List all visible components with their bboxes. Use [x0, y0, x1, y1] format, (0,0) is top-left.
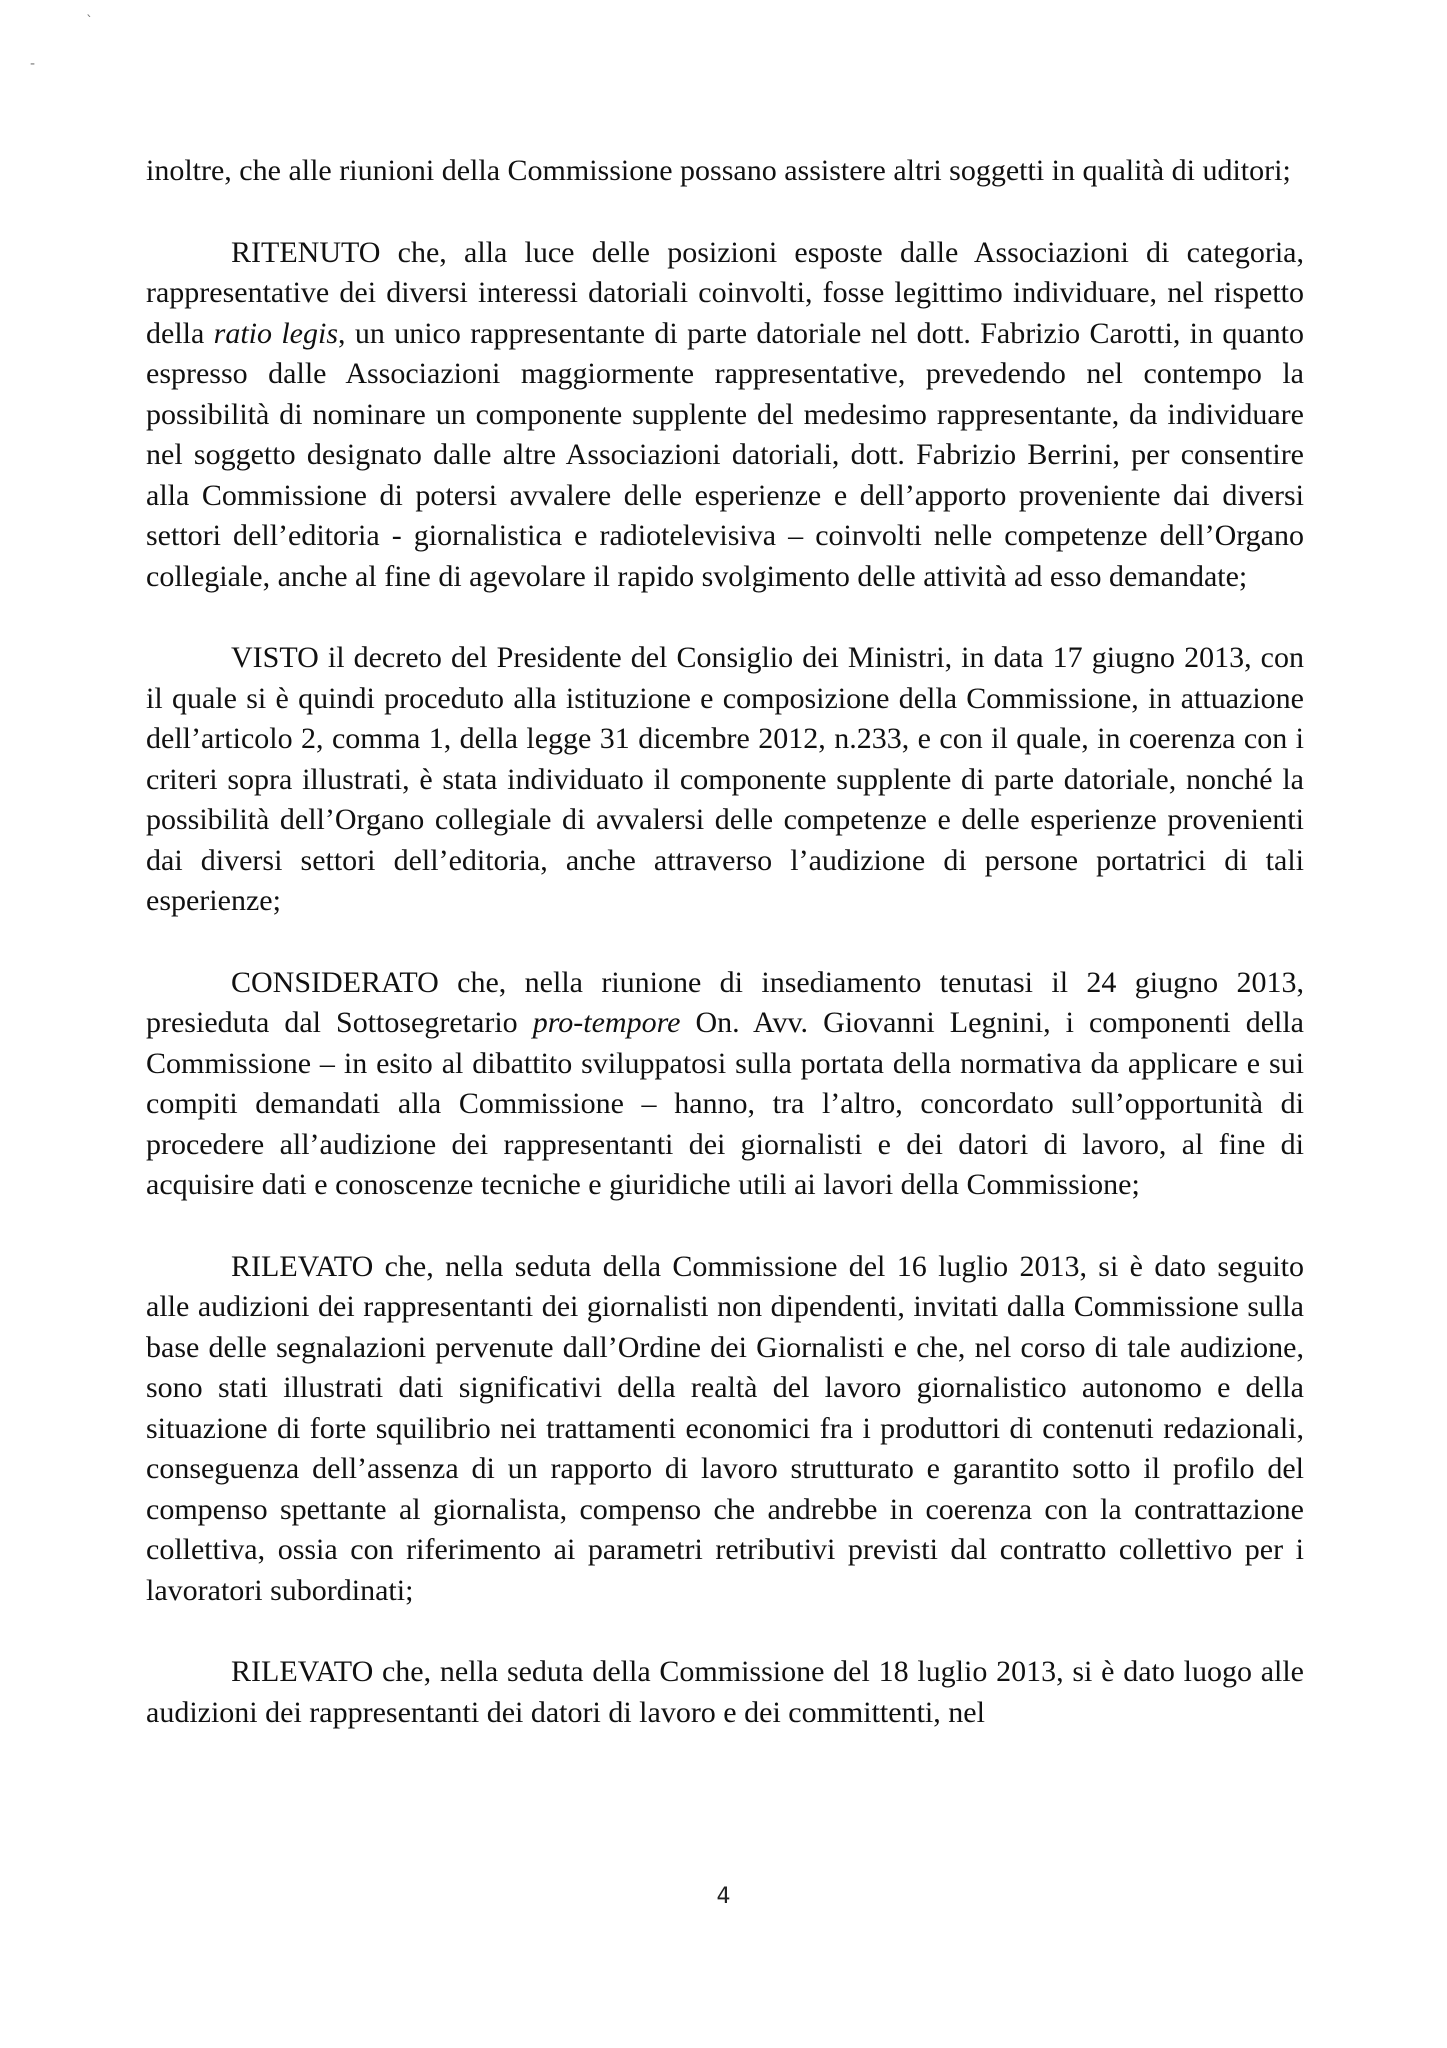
paragraph-text: RILEVATO che, nella seduta della Commissione del 18 luglio 2013, si è dato luogo alle audizioni dei rappresentanti dei datori di lavoro e dei committenti, nel: [146, 1655, 1304, 1729]
paragraph-text: inoltre, che alle riunioni della Commissione possano assistere altri soggetti in qualità di uditori;: [146, 154, 1291, 187]
paragraph-text: On. Avv. Giovanni Legnini, i componenti della Commissione – in esito al dibattito sviluppatosi sulla portata della normativa da applicare e sui compiti demandati alla Commissione – hanno, tra l’altro, concordato sull’opportunità di procedere all’audizione dei rappresentanti dei giornalisti e dei datori di lavoro, al fine di acquisire dati e conoscenze tecniche e giuridiche utili ai lavori della Commissione;: [146, 1006, 1305, 1201]
paragraph-text: CONSIDERATO che, nella riunione di insediamento tenutasi il 24 giugno 2013, presieduta dal Sottosegretario: [146, 965, 1304, 1039]
scan-speck: `: [86, 14, 93, 30]
paragraph-text: RILEVATO che, nella seduta della Commissione del 16 luglio 2013, si è dato seguito alle audizioni dei rappresentanti dei giornalisti non dipendenti, invitati dalla Commissione sulla base delle segnalazioni pervenute dall’Ordine dei Giornalisti e che, nel corso di tale audizione, sono stati illustrati dati significativi della realtà del lavoro giornalistico autonomo e della situazione di forte squilibrio nei trattamenti economici fra i produttori di contenuti redazionali, conseguenza dell’assenza di un rapporto di lavoro strutturato e garantito sotto il profilo del compenso spettante al giornalista, compenso che andrebbe in coerenza con la contrattazione collettiva, ossia con riferimento ai parametri retributivi previsti dal contratto collettivo per i lavoratori subordinati;: [146, 1249, 1304, 1607]
italic-text: pro-tempore: [532, 1006, 681, 1039]
paragraph: [146, 233, 1304, 598]
italic-text: ratio legis: [213, 316, 339, 350]
paragraph: [146, 963, 1304, 1206]
paragraph-text: , un unico rappresentante di parte datoriale nel dott. Fabrizio Carotti, in quanto espresso dalle Associazioni maggiormente rappresentative, prevedendo nel contempo la possibilità di nominare un componente supplente del medesimo rappresentante, da individuare nel soggetto designato dalle altre Associazioni datoriali, dott. Fabrizio Berrini, per consentire alla Commissione di potersi avvalere delle esperienze e dell’apporto proveniente dai diversi settori dell’editoria - giornalistica e radiotelevisiva – coinvolti nelle competenze dell’Organo collegiale, anche al fine di agevolare il rapido svolgimento delle attività ad esso demandate;: [146, 316, 1305, 593]
paragraph: [146, 638, 1304, 922]
document-body: [146, 151, 1304, 1774]
scan-speck: -: [30, 56, 36, 72]
page-number: 4: [716, 1884, 731, 1909]
paragraph: [146, 1247, 1304, 1612]
paragraph-text: VISTO il decreto del Presidente del Consiglio dei Ministri, in data 17 giugno 2013, con il quale si è quindi proceduto alla istituzione e composizione della Commissione, in attuazione dell’articolo 2, comma 1, della legge 31 dicembre 2012, n.233, e con il quale, in coerenza con i criteri sopra illustrati, è stata individuato il componente supplente di parte datoriale, nonché la possibilità dell’Organo collegiale di avvalersi delle competenze e delle esperienze provenienti dai diversi settori dell’editoria, anche attraverso l’audizione di persone portatrici di tali esperienze;: [146, 641, 1304, 917]
paragraph-text: RITENUTO che, alla luce delle posizioni esposte dalle Associazioni di categoria, rappresentative dei diversi interessi datoriali coinvolti, fosse legittimo individuare, nel rispetto della: [146, 235, 1304, 350]
paragraph: [146, 151, 1304, 192]
paragraph: [146, 1652, 1304, 1733]
